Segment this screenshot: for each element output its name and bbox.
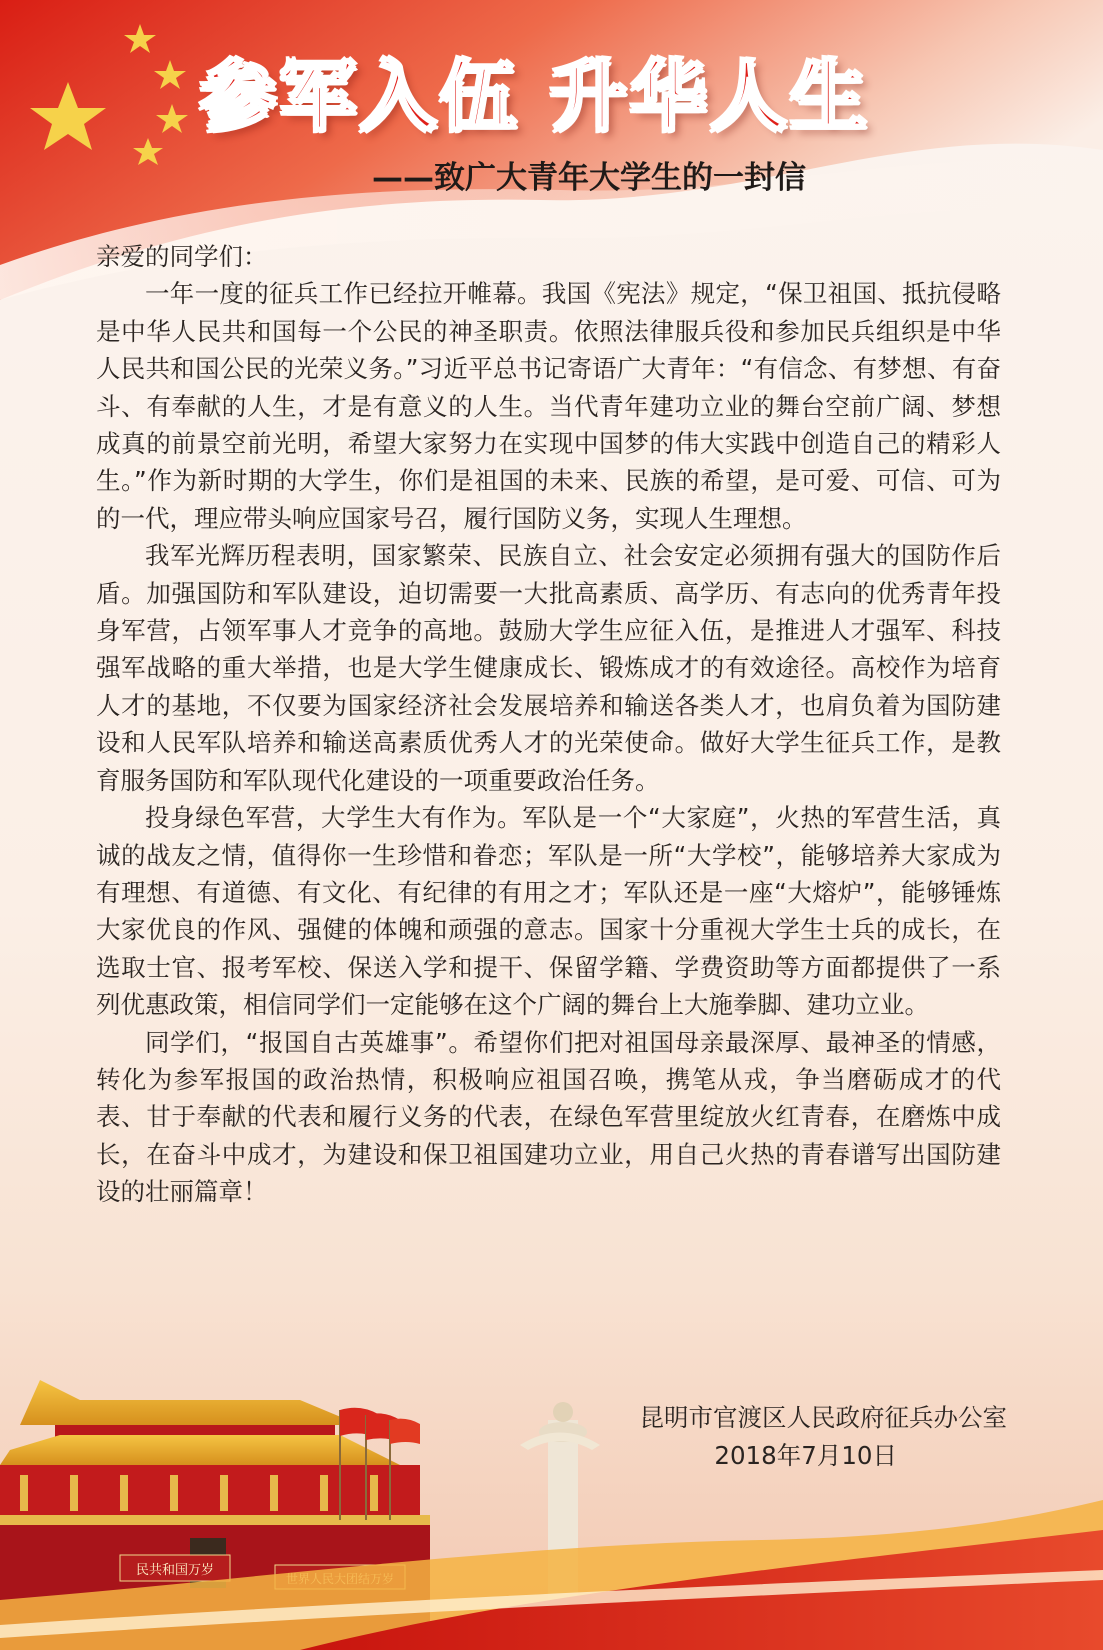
letter-paragraph: 一年一度的征兵工作已经拉开帷幕。我国《宪法》规定，“保卫祖国、抵抗侵略是中华人民共和国每一个公民的神圣职责。依照法律服兵役和参加民兵组织是中华人民共和国公民的光荣义务。”习近平总书记寄语广大青年：“有信念、有梦想、有奋斗、有奉献的人生，才是有意义的人生。当代青年建功立业的舞台空前广阔、梦想成真的前景空前光明，希望大家努力在实现中国梦的伟大实践中创造自己的精彩人生。”作为新时期的大学生，你们是祖国的未来、民族的希望，是可爱、可信、可为的一代，理应带头响应国家号召，履行国防义务，实现人生理想。 [96,279,1001,533]
poster-title: 参军入伍 升华人生 [200,52,871,141]
letter-paragraph: 投身绿色军营，大学生大有作为。军队是一个“大家庭”，火热的军营生活，真诚的战友之情，值得你一生珍惜和眷恋；军队是一所“大学校”，能够培养大家成为有理想、有道德、有文化、有纪律的有用之才；军队还是一座“大熔炉”，能够锤炼大家优良的作风、强健的体魄和顽强的意志。国家十分重视大学生士兵的成长，在选取士官、报考军校、保送入学和提干、保留学籍、学费资助等方面都提供了一系列优惠政策，相信同学们一定能够在这个广阔的舞台上大施拳脚、建功立业。 [96,803,1001,1020]
signature-date: 2018年7月10日 [714,1441,897,1470]
signature-org: 昆明市官渡区人民政府征兵办公室 [639,1403,1007,1432]
five-stars-icon [20,10,210,170]
tiananmen-decoration [0,1380,1103,1650]
letter-paragraph: 我军光辉历程表明，国家繁荣、民族自立、社会安定必须拥有强大的国防作后盾。加强国防和军队建设，迫切需要一大批高素质、高学历、有志向的优秀青年投身军营，占领军事人才竞争的高地。鼓励大学生应征入伍，是推进人才强军、科技强军战略的重大举措，也是大学生健康成长、锻炼成才的有效途径。高校作为培育人才的基地，不仅要为国家经济社会发展培养和输送各类人才，也肩负着为国防建设和人民军队培养和输送高素质优秀人才的光荣使命。做好大学生征兵工作，是教育服务国防和军队现代化建设的一项重要政治任务。 [96,541,1001,795]
poster-subtitle: ——致广大青年大学生的一封信 [372,160,806,196]
gate-banner-left: 民共和国万岁 [135,1563,215,1578]
letter-greeting: 亲爱的同学们： [96,242,268,271]
letter-body [96,238,1001,1211]
letter-paragraph: 同学们，“报国自古英雄事”。希望你们把对祖国母亲最深厚、最神圣的情感，转化为参军报国的政治热情，积极响应祖国召唤，携笔从戎，争当磨砺成才的代表、甘于奉献的代表和履行义务的代表，在绿色军营里绽放火红青春，在磨炼中成长，在奋斗中成才，为建设和保卫祖国建功立业，用自己火热的青春谱写出国防建设的壮丽篇章！ [96,1027,1001,1207]
